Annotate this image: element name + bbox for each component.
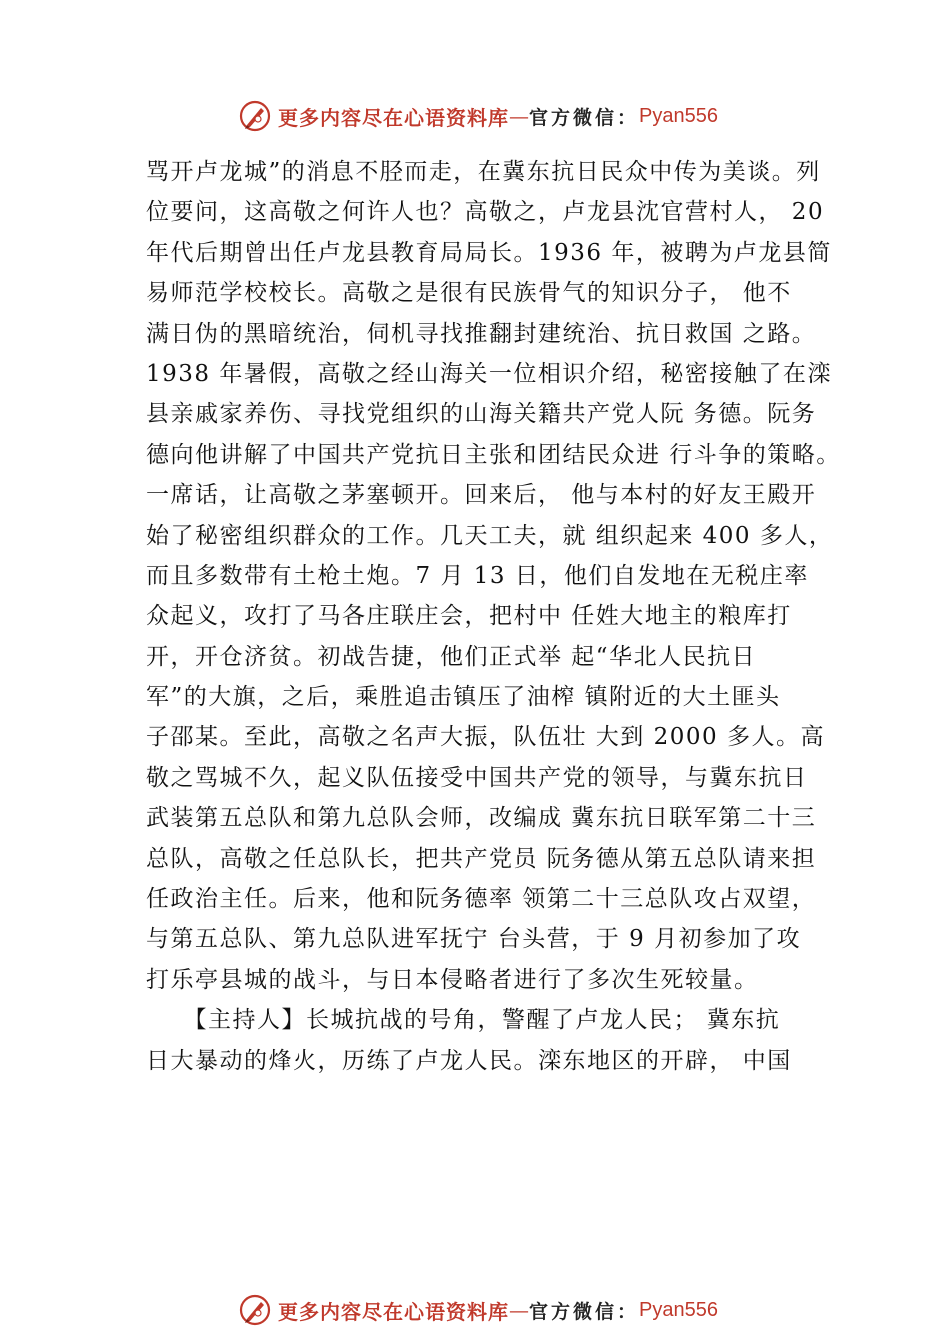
banner-site-text: 更多内容尽在心语资料库 xyxy=(278,1299,509,1324)
text-line: 德向他讲解了中国共产党抗日主张和团结民众进 行斗争的策略。 xyxy=(146,441,841,468)
text-line: 开，开仓济贫。初战告捷，他们正式举 起“华北人民抗日 xyxy=(146,643,757,670)
banner-dash: — xyxy=(509,104,529,128)
text-line: 日大暴动的烽火，历练了卢龙人民。滦东地区的开辟， 中国 xyxy=(146,1047,792,1074)
banner-wechat-id: Pyan556 xyxy=(639,104,718,127)
banner-wechat-id: Pyan556 xyxy=(639,1298,718,1321)
text-line: 一席话，让高敬之茅塞顿开。回来后， 他与本村的好友王殿开 xyxy=(146,482,817,509)
text-line: 始了秘密组织群众的工作。几天工夫，就 组织起来 400 多人， xyxy=(146,522,834,549)
footer-watermark-banner xyxy=(238,1292,718,1328)
pen-logo-icon xyxy=(238,99,272,133)
text-line: 县亲戚家养伤、寻找党组织的山海关籍共产党人阮 务德。阮务 xyxy=(146,401,817,428)
text-line: 位要问，这高敬之何许人也？高敬之，卢龙县沈官营村人， 20 xyxy=(146,199,825,226)
text-line: 武装第五总队和第九总队会师，改编成 冀东抗日联军第二十三 xyxy=(146,805,817,832)
text-line: 满日伪的黑暗统治，伺机寻找推翻封建统治、抗日救国 之路。 xyxy=(146,320,817,347)
banner-wechat-label: 官方微信： xyxy=(529,1300,640,1323)
text-line: 与第五总队、第九总队进军抚宁 台头营，于 9 月初参加了攻 xyxy=(146,926,802,953)
text-line: 骂开卢龙城”的消息不胫而走，在冀东抗日民众中传为美谈。列 xyxy=(146,159,821,185)
text-line: 任政治主任。后来，他和阮务德率 领第二十三总队攻占双望， xyxy=(146,886,817,913)
text-line: 年代后期曾出任卢龙县教育局局长。1936 年，被聘为卢龙县简 xyxy=(146,239,832,266)
header-watermark-banner xyxy=(238,98,718,134)
banner-dash: — xyxy=(509,1298,529,1322)
text-line: 子邵某。至此，高敬之名声大振，队伍壮 大到 2000 多人。高 xyxy=(146,724,825,751)
pen-logo-icon xyxy=(238,1293,272,1327)
text-line: 1938 年暑假，高敬之经山海关一位相识介绍，秘密接触了在滦 xyxy=(146,360,832,387)
article-body xyxy=(146,152,846,1081)
banner-wechat-label: 官方微信： xyxy=(529,106,640,129)
text-line: 众起义，攻打了马各庄联庄会，把村中 任姓大地主的粮库打 xyxy=(146,603,792,630)
text-line: 易师范学校校长。高敬之是很有民族骨气的知识分子， 他不 xyxy=(146,280,792,307)
text-line: 而且多数带有土枪土炮。7 月 13 日，他们自发地在无税庄率 xyxy=(146,562,809,589)
text-line: 军”的大旗，之后，乘胜追击镇压了油榨 镇附近的大土匪头 xyxy=(146,684,781,711)
text-line: 【主持人】长城抗战的号角，警醒了卢龙人民； 冀东抗 xyxy=(146,1007,781,1034)
text-line: 总队，高敬之任总队长，把共产党员 阮务德从第五总队请来担 xyxy=(146,845,817,872)
banner-site-text: 更多内容尽在心语资料库 xyxy=(278,105,509,130)
text-line: 打乐亭县城的战斗，与日本侵略者进行了多次生死较量。 xyxy=(146,966,759,993)
text-line: 敬之骂城不久，起义队伍接受中国共产党的领导，与冀东抗日 xyxy=(146,764,808,791)
